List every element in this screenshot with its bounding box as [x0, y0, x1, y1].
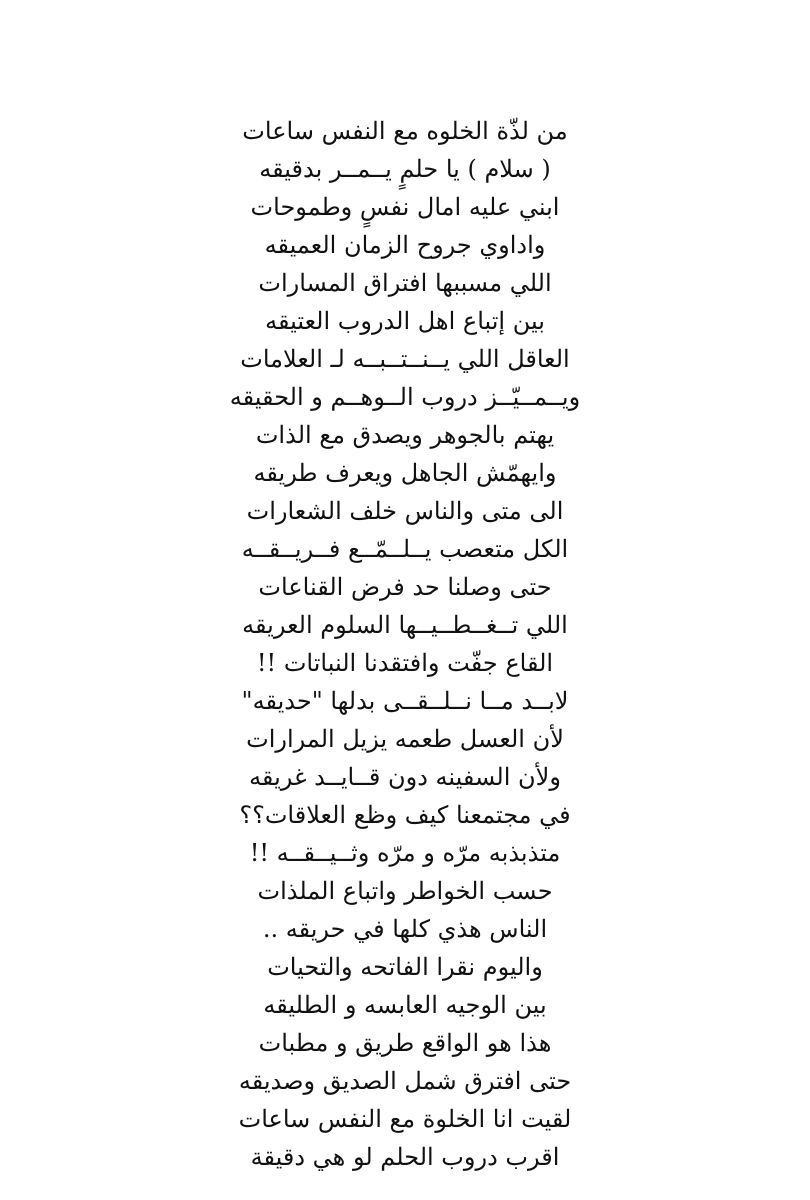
poem-line: من لذّة الخلوه مع النفس ساعات: [242, 117, 568, 145]
poem-line: القاع جفّت وافتقدنا النباتات !!: [256, 649, 554, 677]
poem-line: لأن العسل طعمه يزيل المرارات: [246, 725, 564, 753]
poem-line: الكل متعصب يــلــمّــع فــريــقــه: [241, 535, 569, 563]
poem-line: ولأن السفينه دون قــايــد غريقه: [249, 763, 561, 791]
poem-line: حسب الخواطر واتباع الملذات: [257, 877, 553, 905]
poem-line: واليوم نقرا الفاتحه والتحيات: [267, 953, 543, 981]
poem-line: ( سلام ) يا حلمٍ يــمــر بدقيقه: [259, 155, 551, 183]
poem-line: الى متى والناس خلف الشعارات: [246, 497, 564, 525]
poem-line: متذبذبه مرّه و مرّه وثــيــقــه !!: [249, 839, 561, 867]
poem-line: اقرب دروب الحلم لو هي دقيقة: [250, 1143, 560, 1171]
poem-line: وايهمّش الجاهل ويعرف طريقه: [253, 459, 557, 487]
poem-line: لابــد مــا نــلــقــى بدلها "حديقه": [241, 687, 569, 715]
poem-line: واداوي جروح الزمان العميقه: [264, 231, 546, 259]
poem-line: ويــمــيّــز دروب الــوهــم و الحقيقه: [229, 383, 581, 411]
poem-line: بين إتباع اهل الدروب العتيقه: [265, 307, 545, 335]
poem-line: اللي تــغــطــيــها السلوم العريقه: [242, 611, 568, 639]
poem-line: في مجتمعنا كيف وظع العلاقات؟؟: [239, 801, 571, 829]
poem-line: الناس هذي كلها في حريقه ..: [262, 915, 548, 943]
poem-line: العاقل اللي يــنــتــبــه لـ العلامات: [240, 345, 570, 373]
poem-text: [0, 112, 810, 1176]
poem-line: اللي مسببها افتراق المسارات: [258, 269, 552, 297]
poem-line: لقيت انا الخلوة مع النفس ساعات: [238, 1105, 572, 1133]
poem-line: يهتم بالجوهر ويصدق مع الذات: [255, 421, 555, 449]
poem-line: حتى وصلنا حد فرض القناعات: [258, 573, 552, 601]
poem-line: حتى افترق شمل الصديق وصديقه: [238, 1067, 572, 1095]
poem-line: بين الوجيه العابسه و الطليقه: [263, 991, 547, 1019]
poem-line: هذا هو الواقع طريق و مطبات: [258, 1029, 552, 1057]
poem-line: ابني عليه امال نفسٍ وطموحات: [250, 193, 560, 221]
